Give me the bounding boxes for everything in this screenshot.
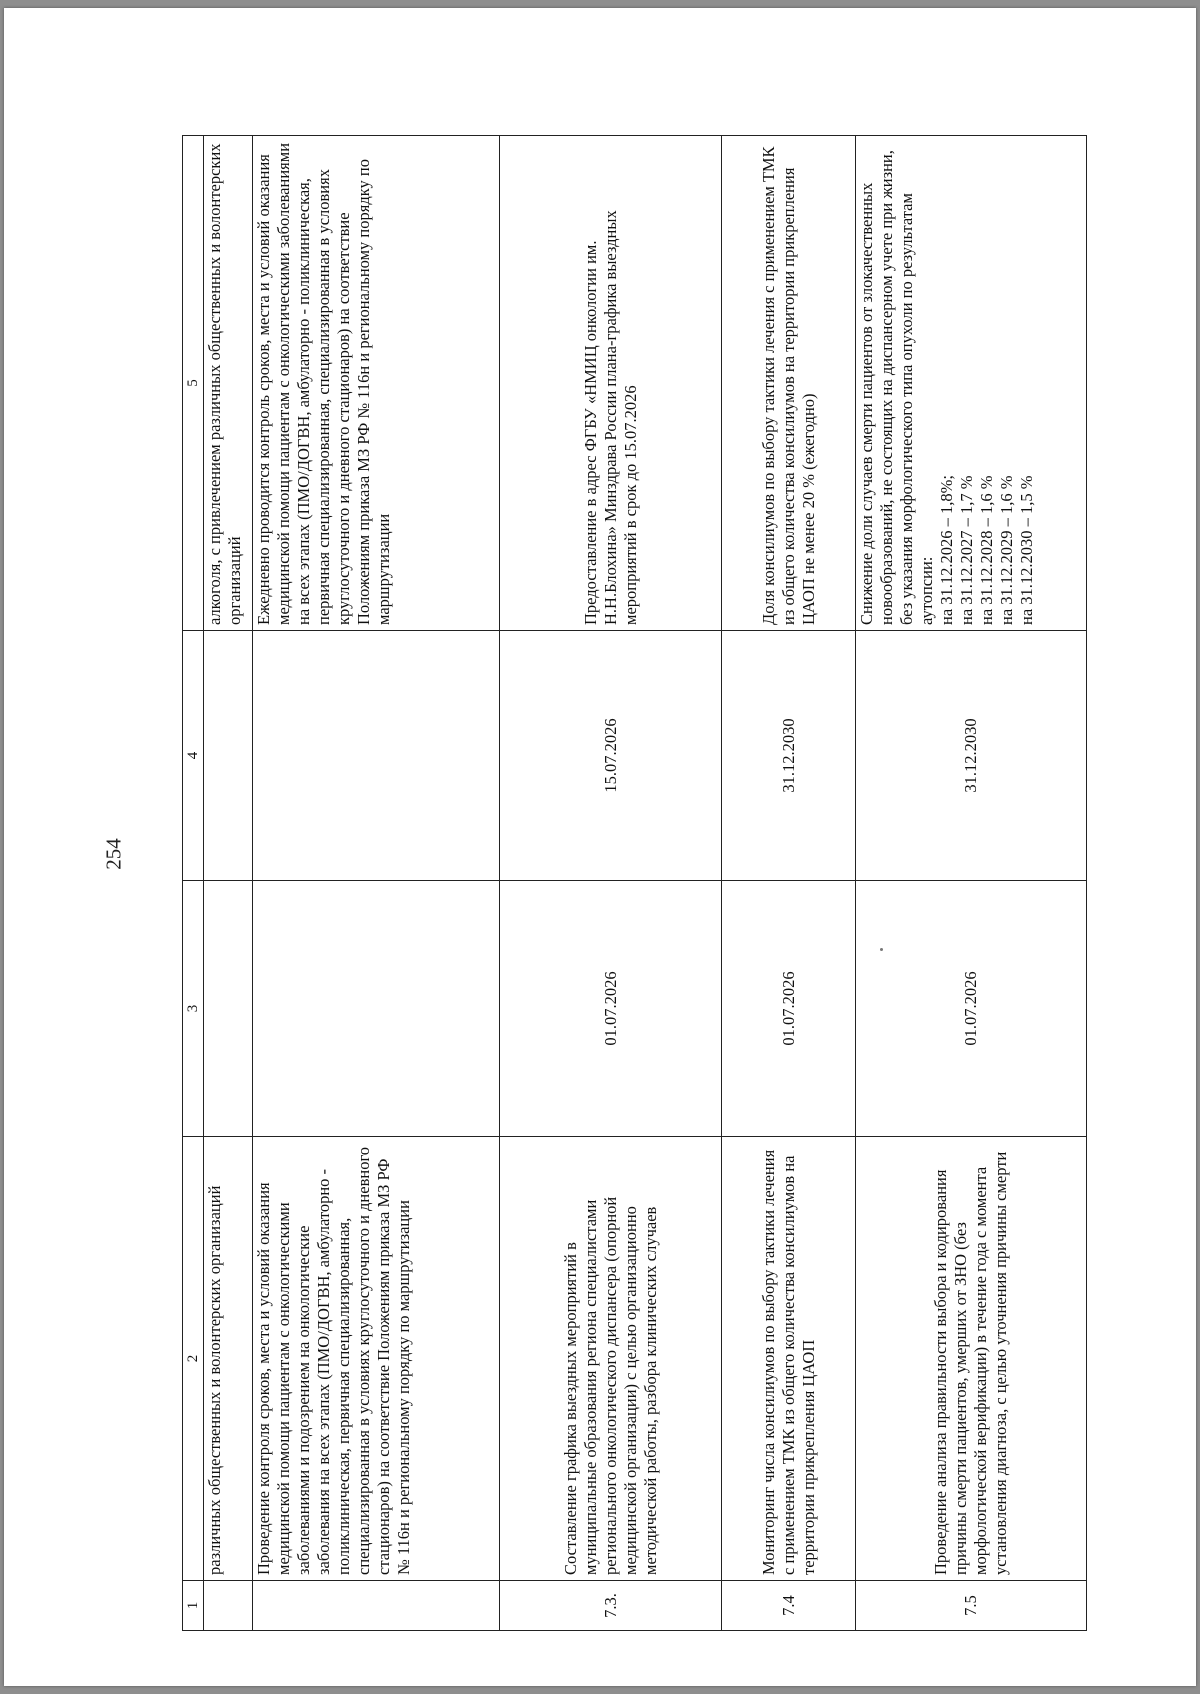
end-date-cell: 31.12.2030 xyxy=(856,631,1087,881)
result-cell xyxy=(856,136,1087,631)
result-cell: Предоставление в адрес ФГБУ «НМИЦ онкологии им. Н.Н.Блохина» Минздрава России плана-графика выездных мероприятий в срок до 15.07.2026 xyxy=(500,136,722,631)
header-col-4: 4 xyxy=(183,631,204,881)
header-col-5: 5 xyxy=(183,136,204,631)
start-date-cell: 01.07.2026 xyxy=(856,881,1087,1137)
table-row xyxy=(253,136,500,1631)
header-col-2: 2 xyxy=(183,1137,204,1581)
header-col-1: 1 xyxy=(183,1581,204,1631)
result-line: на 31.12.2028 – 1,6 % xyxy=(977,475,996,625)
result-cell: Доля консилиумов по выбору тактики лечения с применением ТМК из общего количества консилиумов на территории прикрепления ЦАОП не менее 20 % (ежегодно) xyxy=(722,136,856,631)
result-line: на 31.12.2030 – 1,5 % xyxy=(1017,475,1036,625)
page-number: 254 xyxy=(101,838,126,870)
row-number-cell xyxy=(253,1581,500,1631)
result-line: на 31.12.2026 – 1,8%; xyxy=(937,475,956,625)
event-cell: Составление графика выездных мероприятий в муниципальные образования региона специалистами регионального онкологического диспансера (опорной медицинской организации) с целью организационно методической работы, разбора клинических случаев xyxy=(500,1137,722,1581)
row-number-cell: 7.4 xyxy=(722,1581,856,1631)
end-date-cell: 15.07.2026 xyxy=(500,631,722,881)
result-cell: Ежедневно проводится контроль сроков, места и условий оказания медицинской помощи пациентам с онкологическими заболеваниями на всех этапах (ПМО/ДОГВН, амбулаторно - поликлиническая, первичная специализированная, специализированная в условиях круглосуточного и дневного стационаров) на соответствие Положениям приказа МЗ РФ № 116н и региональному порядку по маршрутизации xyxy=(253,136,500,631)
start-date-cell xyxy=(253,881,500,1137)
header-col-3: 3 xyxy=(183,881,204,1137)
result-line: Снижение доли случаев смерти пациентов от злокачественных новообразований, не состоящих на диспансерном учете при жизни, без указания морфологического типа опухоли по результатам аутопсии: xyxy=(857,150,936,625)
result-cell: алкоголя, с привлечением различных общественных и волонтерских организаций xyxy=(204,136,253,631)
result-line: на 31.12.2027 – 1,7 % xyxy=(957,475,976,625)
table-header-row xyxy=(183,136,204,1631)
row-number-cell: 7.3. xyxy=(500,1581,722,1631)
start-date-cell: 01.07.2026 xyxy=(722,881,856,1137)
row-number-cell: 7.5 xyxy=(856,1581,1087,1631)
table-row xyxy=(500,136,722,1631)
start-date-cell: 01.07.2026 xyxy=(500,881,722,1137)
scan-speck xyxy=(880,948,883,951)
event-cell: различных общественных и волонтерских организаций xyxy=(204,1137,253,1581)
rotated-table-wrapper xyxy=(182,136,1087,1631)
event-cell: Проведение контроля сроков, места и условий оказания медицинской помощи пациентам с онкологическими заболеваниями и подозрением на онкологические заболевания на всех этапах (ПМО/ДОГВН, амбулаторно - поликлиническая, первичная специализированная, специализированная в условиях круглосуточного и дневного стационаров) на соответствие Положениям приказа МЗ РФ № 116н и региональному порядку по маршрутизации xyxy=(253,1137,500,1581)
table-row xyxy=(204,136,253,1631)
end-date-cell xyxy=(253,631,500,881)
result-line: на 31.12.2029 – 1,6 % xyxy=(997,475,1016,625)
event-cell: Мониторинг числа консилиумов по выбору тактики лечения с применением ТМК из общего количества консилиумов на территории прикрепления ЦАОП xyxy=(722,1137,856,1581)
plan-table xyxy=(182,135,1087,1631)
row-number-cell xyxy=(204,1581,253,1631)
document-page xyxy=(4,8,1196,1686)
table-row xyxy=(722,136,856,1631)
start-date-cell xyxy=(204,881,253,1137)
end-date-cell xyxy=(204,631,253,881)
table-row xyxy=(856,136,1087,1631)
event-cell: Проведение анализа правильности выбора и кодирования причины смерти пациентов, умерших от ЗНО (без морфологической верификации) в течение года с момента установления диагноза, с целью уточнения причины смерти xyxy=(856,1137,1087,1581)
end-date-cell: 31.12.2030 xyxy=(722,631,856,881)
